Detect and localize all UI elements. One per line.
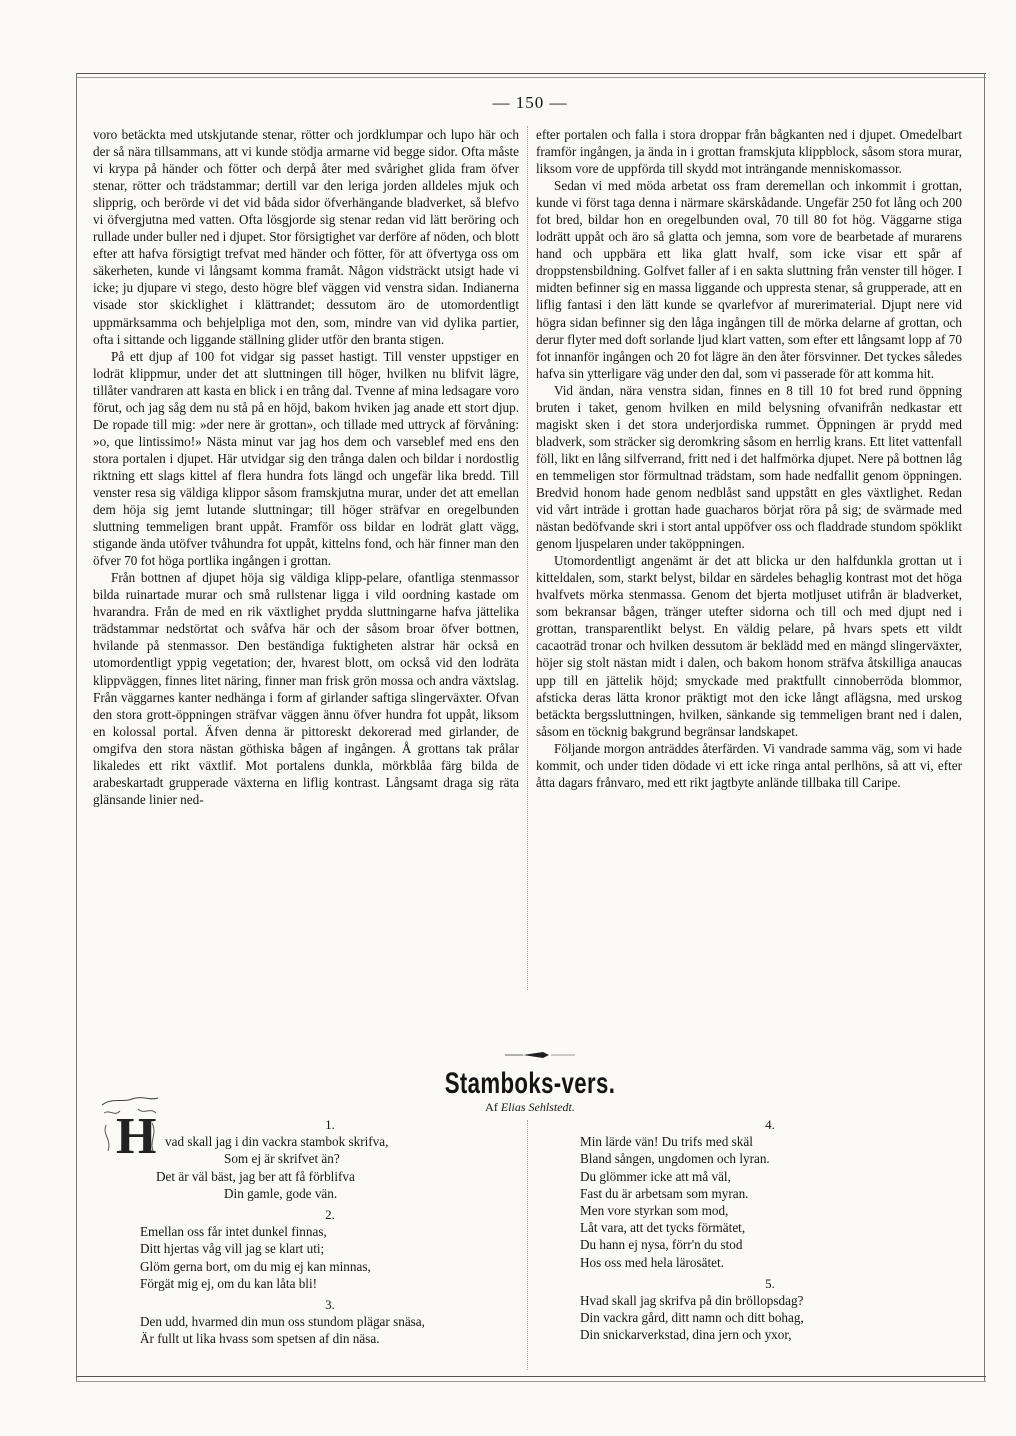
poem-line: Hos oss med hela lärosätet. (580, 1254, 724, 1270)
poem-line: Emellan oss får intet dunkel finnas, (140, 1224, 327, 1240)
poem-line: Den udd, hvarmed din mun oss stundom plägar snäsa, (140, 1314, 425, 1330)
poem-line: Du glömmer icke att må väl, (580, 1168, 731, 1184)
stanza-number: 4. (765, 1117, 775, 1132)
poem-line: Bland sången, ungdomen och lyran. (580, 1151, 770, 1167)
poem-title: Stamboks-vers. (444, 1067, 616, 1100)
stanza-number: 3. (325, 1297, 335, 1313)
poem-line: Min lärde vän! Du trifs med skäl (580, 1134, 753, 1150)
poem-line: Fast du är arbetsam som myran. (580, 1185, 749, 1201)
poem-line: Glöm gerna bort, om du mig ej kan minnas, (140, 1258, 371, 1274)
poem-column-divider (527, 1120, 528, 1370)
article-right-column (536, 126, 962, 791)
section-ornament (505, 1050, 575, 1060)
stanza (580, 1116, 960, 1271)
column-divider (527, 126, 528, 990)
poem-line: Låt vara, att det tycks förmätet, (580, 1220, 746, 1236)
poem-line: Din vackra gård, ditt namn och ditt bohag, (580, 1310, 804, 1326)
poem-line: Du hann ej nysa, förr'n du stod (580, 1237, 743, 1253)
byline-prefix: Af (485, 1100, 498, 1114)
article-paragraph: Utomordentligt angenämt är det att blicka ur den halfdunkla grottan ut i kitteldalen, som, starkt belyst, bildar en särdeles behaglig kontrast mot det höga hvalfvets mörka stenmassa. Genom det bjerta motljuset utifrån är bladverket, som bekransar bågen, tränger utefter sidorna och till och med djupt ned i grottan, transparentlikt belyst. En väldig pelare, på hvars spets ett vildt cacaoträd tronar och hvilken dessutom är beklädd med en mängd slingerväxter, höjer sig stolt nästan midt i dalen, och bakom honom sträfva åtskilliga anaucas upp till en jättelik höjd; smyckade med praktfullt cinnoberröda blommor, afsticka deras lätta kronor präktigt mot den icke långt aflägsna, med urskog betäckta bergssluttningen, hvilken, sänkande sig temmeligen brant ned i dalen, såsom en töcknig bakgrund begränsar landskapet. (536, 553, 962, 739)
stanza (140, 1116, 520, 1202)
poem-line: Hvad skall jag skrifva på din bröllopsdag? (580, 1293, 804, 1309)
poem-line: Men vore styrkan som mod, (580, 1203, 729, 1219)
article-paragraph: Från bottnen af djupet höja sig väldiga klipp-pelare, ofantliga stenmassor bilda ruinartade murar och små rullstenar ligga i vild oordning kastade om hvarandra. Från de med en rik växtlighet prydda sluttningarne hafva jättelika trädstammar nedstörtat och svåfva här och der såsom broar öfver bottnen, hvilande på stenmassor. Den beständiga fuktigheten alstrar här också en utomordentligt yppig vegetation; der, hvarest blott, om också vid den lodräta klippväggen, finnes litet näring, finner man frisk grön mossa och andra växtslag. Från väggarnes kanter nedhänga i form af girlander saftiga slingerväxter. Ofvan den stora grott-öppningen sträfvar väggen ännu öfver hundra fot uppåt, liksom en kolossal portal. Äfven denna är pittoreskt dekorerad med girlander, de omgifva den stora nästan göthiska bågen af ingången. Å grottans tak prålar likaledes ett rikt växtlif. Mot portalens dunkla, mörkblåa färg bilda de arabeskartadt grupperade växterna en liflig kontrast. Långsamt draga sig räta glänsande linier ned- (93, 570, 519, 807)
poem-line: Det är väl bäst, jag ber att få förblifva (156, 1168, 355, 1184)
poem-line: Din snickarverkstad, dina jern och yxor, (580, 1327, 792, 1343)
stanza-number: 5. (765, 1275, 775, 1291)
poem-line: Som ej är skrifvet än? (224, 1151, 340, 1167)
article-paragraph: voro betäckta med utskjutande stenar, rötter och jordklumpar och lupo här och der så nära tillsammans, att vi kunde stödja armarne vid begge sidor. Ofta måste vi krypa på händer och fötter och derpå åter med svårighet glida fram öfver stenar, rötter och trädstammar; dertill var den leriga jorden alldeles mjuk och slipprig, och berörde vi det vid båda sidor öfverhängande bladverket, så blefvo vi öfvergjutna med vatten. Ofta lösgjorde sig stenar redan vid lätt beröring och rullade under buller ned i djupet. Stor försigtighet var derföre af nöden, och blott efter att hafva försigtigt trefvat med händer och fötter, för att öfvertyga oss om säkerheten, kunde vi långsamt komma framåt. Någon vidsträckt utsigt hade vi icke; ju djupare vi stego, desto högre blef väggen vid venstra sidan. Indianerna visade stor skicklighet i klättrandet; dessutom äro de utomordentligt uppmärksamma och behjelpliga mot den, som, mindre van vid dylika partier, ofta i sittande och liggande ställning glider utför den branta stigen. (93, 127, 519, 347)
stanza-number: 1. (325, 1117, 335, 1132)
poem-right-column (580, 1116, 960, 1344)
stanza-number: 2. (325, 1207, 335, 1223)
poem-author: Elias Sehlstedt. (500, 1100, 575, 1114)
page-frame-top-inner (76, 77, 986, 78)
article-paragraph: Följande morgon anträddes återfärden. Vi vandrade samma väg, som vi hade kommit, och under tiden dödade vi ett icke ringa antal perlhöns, så att vi, efter åtta dagars frånvaro, med ett rikt jagtbyte anlände tillbaka till Caripe. (536, 740, 962, 790)
page-frame-bottom-inner (76, 1381, 986, 1382)
article-paragraph: Sedan vi med möda arbetat oss fram deremellan och inkommit i grottan, kunde vi först taga denna i närmare skärskådande. Ungefär 250 fot lång och 200 fot bred, bildar hon en oregelbunden oval, 70 till 80 fot hög. Väggarne stiga lodrätt uppåt och äro så glatta och jemna, som vore de bearbetade af murarens hand och uppbära ett lika glatt hvalf, som icke visar ett spår af droppstensbildning. Golfvet faller af i en sakta sluttning från venster till höger. I midten befinner sig en massa liggande och uppresta stenar, så grupperade, att en liflig fantasi i den lätt kunde se qvarlefvor af murerimaterial. Djupt nere vid högra sidan befinner sig den låga ingången till de mörka delarne af grottan, och derur flyter med doft sorlande ljud klart vatten, som efter ett långsamt lopp af 70 fot innanför ingången och 20 fot lägre än den åter försvinner. Det tyckes således hafva sin ytterligare väg under den dal, som vi passerade för att komma hit. (536, 178, 962, 381)
page-frame-top (76, 73, 986, 74)
poem-line: Din gamle, gode vän. (224, 1185, 338, 1201)
article-paragraph: efter portalen och falla i stora droppar från bågkanten ned i djupet. Omedelbart framför ingången, ja ända in i grottan framskjuta klippblock, såsom stora murar, liksom vore de uppförda till skydd mot inträngande menniskomassor. (536, 127, 962, 177)
article-left-column (93, 126, 519, 808)
page-number: — 150 — (492, 93, 568, 112)
dropcap-letter: H (116, 1108, 157, 1165)
stanza (140, 1206, 520, 1292)
page-frame-left (76, 73, 77, 1381)
stanza (580, 1275, 960, 1344)
page-frame-bottom (76, 1376, 986, 1377)
page-frame-right (984, 73, 985, 1381)
article-paragraph: Vid ändan, nära venstra sidan, finnes en 8 till 10 fot bred rund öppning bruten i taket, genom hvilken en mild belysning ofvanifrån nedkastar ett magiskt sken i det stora underjordiska rummet. Öppningen är prydd med bladverk, som sträcker sig deromkring såsom en herrlig krans. Ett litet vattenfall föll, likt en lång silfverrand, fritt ned i det halfmörka djupet. Nere på bottnen låg en temmeligen stor förmultnad trädstam, som hade nedfallit genom öppningen. Bredvid honom hade genom nedblåst sand uppstått en gles växtlighet. Redan vid vårt inträde i grottan hade guacharos börjat röra på sig; de svärmade med nästan bedöfvande skri i stort antal uppöfver oss och fladdrade stundom spöklikt genom ljuspelaren under taköppningen. (536, 382, 962, 552)
poem-line: Är fullt ut lika hvass som spetsen af din näsa. (140, 1331, 380, 1347)
stanza (140, 1296, 520, 1348)
poem-line: Ditt hjertas våg vill jag se klart uti; (140, 1241, 325, 1257)
poem-line: vad skall jag i din vackra stambok skrifva, (165, 1134, 389, 1150)
article-paragraph: På ett djup af 100 fot vidgar sig passet hastigt. Till venster uppstiger en lodrät klippmur, under det att sluttningen till höger, hvilken nu blifvit lägre, tillåter vandraren att kasta en blick i en trång dal. Tvenne af mina ledsagare voro förut, och jag såg dem nu stå på en höjd, bakom hviken jag anade ett stort djup. De ropade till mig: »der nere är grottan», och tillade med uttryck af förvåning: »o, que lintissimo!» Nästa minut var jag hos dem och varseblef med ens den stora portalen i djupet. Här utvidgar sig den trånga dalen och bildar i nordostlig riktning ett slags kittel af flera hundra fots längd och ungefär lika bredd. Till venster resa sig väldiga klippor såsom framskjutna murar, under det att emellan dem höja sig jemt lutande sluttningar; till höger sträfvar en oregelbunden sluttning temmeligen brant uppåt. Framför oss bildar en lodrät glatt vägg, stigande ända utöfver tvåhundra fot uppåt, kittelns fond, och här finner man den öfver 70 fot höga portlika ingången i grottan. (93, 348, 519, 569)
poem-line: Förgät mig ej, om du kan låta bli! (140, 1275, 318, 1291)
poem-byline (380, 1100, 680, 1115)
poem-left-column (140, 1116, 520, 1348)
